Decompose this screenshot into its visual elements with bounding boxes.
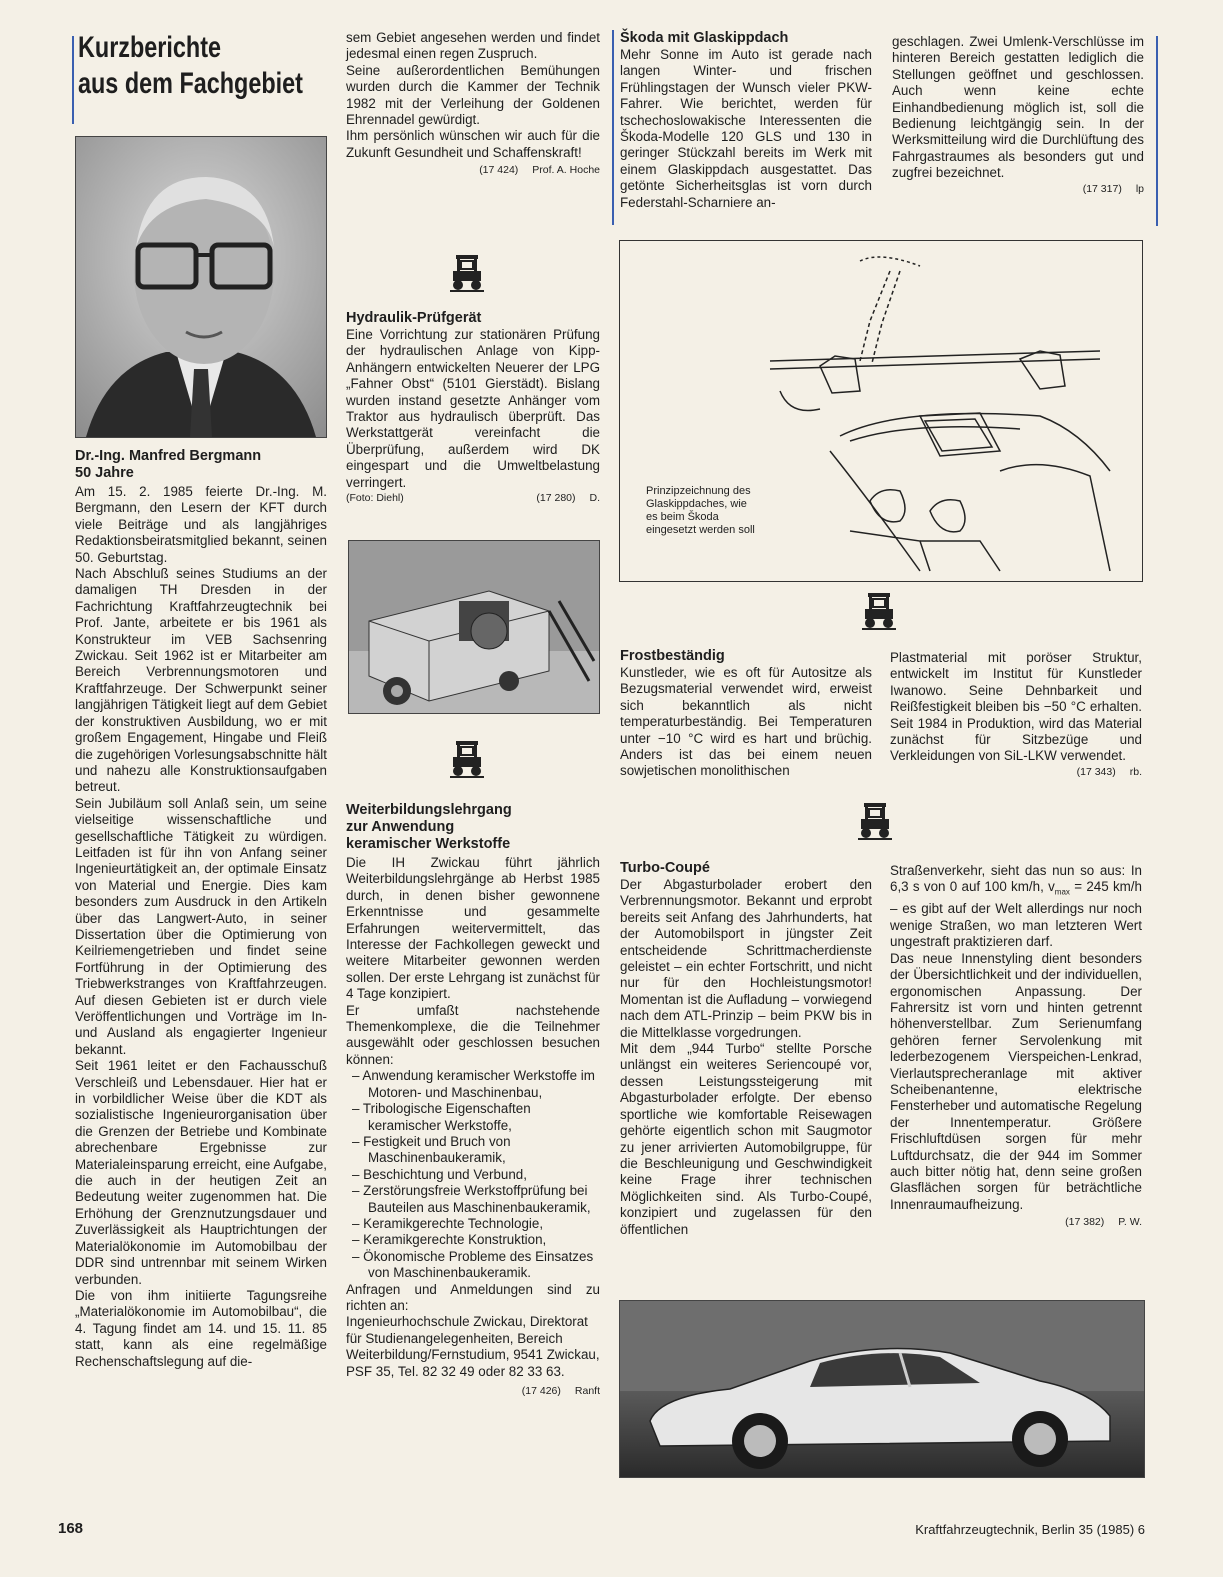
- list-item: – Tribologische Eigenschaften keramischer Werkstoffe,: [352, 1101, 531, 1133]
- turbo-p3b: = 245 km/h – es gibt auf der Welt allerdings nur noch wenige Straßen, wo man letzteren Wert ungestraft praktizieren darf.: [890, 879, 1142, 950]
- frost-p1: Kunstleder, wie es oft für Autositze als Bezugsmaterial verwendet wird, erweist sich bekanntlich als nicht temperaturbeständig. Bei Temperaturen unter −10 °C wird es hart und brüchig. Anders ist das bei einem neuen sowjetischen monolithischen: [620, 665, 872, 779]
- car-icon: [862, 590, 896, 632]
- weiterbildung-title-3: keramischer Werkstoffe: [346, 836, 511, 852]
- porsche-photo: [619, 1300, 1145, 1478]
- list-item: – Zerstörungsfreie Werkstoffprüfung bei Bauteilen aus Maschinenbaukeramik,: [352, 1183, 591, 1215]
- bergmann-cont-p3: Ihm persönlich wünschen wir auch für die Zukunft Gesundheit und Schaffenskraft!: [346, 128, 600, 160]
- bergmann-p2: Nach Abschluß seines Studiums an der damaligen TH Dresden in der Fachrichtung Kraftfahrzeugtechnik bei Prof. Jante, arbeitete er bis 1961 als Konstrukteur im VEB Sachsenring Zwickau. Seit 1962 ist er Mitarbeiter am Bereich Verbrennungsmotoren und Kraftfahrzeuge. Der Schwerpunkt seiner langjährigen Tätigkeit liegt auf dem Gebiet der konstruktiven Ausbildung, wo er mit großem Engagement, Hingabe und Fleiß die zugehörigen Vorlesungsabschnitte hält und nahezu alle Konstruktionsaufgaben betreut.: [75, 566, 327, 795]
- article-turbo: [620, 860, 872, 1238]
- skoda-drawing-frame: [619, 240, 1143, 582]
- hydraulik-p1: Eine Vorrichtung zur stationären Prüfung der hydraulischen Anlage von Kipp-Anhängern entwickelten Neuerer der LPG „Fahner Obst“ (5101 Gierstädt). Bislang wurden instand gesetzte Anhänger vom Traktor aus hydraulisch überprüft. Das Werkstattgerät vereinfacht die Überprüfung, außerdem wird DK eingespart und die Umweltbelastung verringert.: [346, 327, 600, 490]
- skoda-rule-right: [1156, 36, 1158, 226]
- frost-reference: [890, 765, 1142, 779]
- weiterbildung-title-2: zur Anwendung: [346, 819, 455, 835]
- turbo-p3: [890, 863, 1142, 951]
- list-item: – Ökonomische Probleme des Einsatzes von Maschinenbaukeramik.: [352, 1248, 594, 1281]
- masthead: [78, 30, 338, 102]
- bergmann-reference: [346, 163, 600, 177]
- turbo-p2: Mit dem „944 Turbo“ stellte Porsche unlängst ein weiteres Seriencoupé vor, dessen Leistungssteigerung mit Abgasturbolader erfolgte. Der ebenso sportliche wie komfortable Reisewagen gehörte eigentlich schon mit Saugmotor zu jener arrivierten Automobilgruppe, für die Beschleunigung und Geschwindigkeit keine Frage ihrer technischen Möglichkeiten sind. Als Turbo-Coupé, konzipiert und zugelassen für den öffentlichen: [620, 1041, 872, 1237]
- turbo-p4: Das neue Innenstyling dient besonders der Übersichtlichkeit und der individuellen, ergonomischen Anpassung. Der Fahrersitz ist vorn und hinten getrennt höhenverstellbar. Zum Serienumfang gehören ferner Servolenkung mit lederbezogenem Vierspeichen-Lenkrad, Vierlautsprecheranlage mit aktiver Scheibenantenne, elektrische Fensterheber und automatische Regelung der Innentemperatur. Größere Frischluftdüsen sorgen für mehr Luftdurchsatz, die der 944 im Sommer auch bitter nötig hat, denn seine großen Glasflächen sorgen für beträchtliche Innenraumaufheizung.: [890, 950, 1142, 1212]
- skoda-drawing-caption: Prinzipzeichnung des Glaskippdaches, wie es beim Škoda eingesetzt werden soll: [646, 485, 755, 536]
- article-turbo-continued: [890, 863, 1142, 1229]
- portrait-photo: [75, 136, 327, 438]
- skoda-ref-author: lp: [1135, 182, 1144, 195]
- hydraulik-ref-number: (17 280): [536, 492, 576, 505]
- portrait-illustration: [76, 137, 326, 437]
- bergmann-cont-p2: Seine außerordentlichen Bemühungen wurden durch die Kammer der Technik 1982 mit der Verleihung der Goldenen Ehrennadel gewürdigt.: [346, 62, 600, 128]
- frost-ref-number: (17 343): [1076, 765, 1116, 778]
- list-item: – Festigkeit und Bruch von Maschinenbaukeramik,: [352, 1133, 511, 1166]
- list-item: – Beschichtung und Verbund,: [352, 1166, 527, 1182]
- bergmann-p3: Sein Jubiläum soll Anlaß sein, um seine vielseitige wissenschaftliche und gesellschaftliche Tätigkeit zu würdigen. Leitfaden ist für ihn von Anfang seiner Ingenieurtätigkeit an, der optimale Einsatz von Material und Energie. Dies kam besonders zum Ausdruck in den Artikeln über das Langwert-Auto, in seiner Dissertation über die Optimierung von Keilriemengetrieben und findet seine Fortführung in der Optimierung des Triebwerkstranges von Kraftfahrzeugen. Auf diesen Gebieten ist er durch viele Veröffentlichungen und Vorträge im In- und Ausland als engagierter Ingenieur bekannt.: [75, 795, 327, 1057]
- masthead-rule: [72, 36, 74, 124]
- frost-ref-author: rb.: [1129, 765, 1142, 778]
- list-item: – Anwendung keramischer Werkstoffe im Motoren- und Maschinenbau,: [352, 1068, 595, 1100]
- car-icon: [450, 252, 484, 294]
- frost-p2: Plastmaterial mit poröser Struktur, entwickelt im Institut für Kunstleder Iwanowo. Seine Dehnbarkeit und Reißfestigkeit bleiben bis −50 °C erhalten. Seit 1984 in Produktion, wird das Material zunächst für Sitzbezüge und Verkleidungen von SiL-LKW verwendet.: [890, 650, 1142, 764]
- weiterbildung-p3: Anfragen und Anmeldungen sind zu richten an:: [346, 1281, 600, 1313]
- weiterbildung-title-1: Weiterbildungslehrgang: [346, 802, 512, 818]
- weiterbildung-p2: Er umfaßt nachstehende Themenkomplexe, die die Teilnehmer ausgewählt oder geschlossen besuchen können:: [346, 1002, 600, 1067]
- list-item: – Keramikgerechte Technologie,: [352, 1215, 544, 1231]
- weiterbildung-p4: Ingenieurhochschule Zwickau, Direktorat für Studienangelegenheiten, Bereich Weiterbildung/Fernstudium, 9541 Zwickau, PSF 35, Tel. 82 32 49 oder 82 33 63.: [346, 1314, 600, 1379]
- hydraulik-reference: [346, 491, 600, 505]
- bergmann-subtitle: 50 Jahre: [75, 465, 134, 481]
- bergmann-cont-p1: sem Gebiet angesehen werden und findet jedesmal einen regen Zuspruch.: [346, 30, 600, 62]
- hydraulik-photo-credit: (Foto: Diehl): [346, 492, 404, 505]
- bergmann-p5: Die von ihm initiierte Tagungsreihe „Materialökonomie im Automobilbau“, die 4. Tagung findet am 14. und 15. 11. 85 statt, kann als eine regelmäßige Rechenschaftslegung auf die-: [75, 1287, 327, 1369]
- skoda-ref-number: (17 317): [1082, 182, 1122, 195]
- weiterbildung-ref-author: Ranft: [574, 1385, 600, 1397]
- vmax-subscript: max: [1054, 888, 1070, 898]
- weiterbildung-ref-number: (17 426): [521, 1385, 561, 1397]
- article-bergmann-continued: [346, 30, 600, 177]
- bergmann-p4: Seit 1961 leitet er den Fachausschuß Verschleiß und Lebensdauer. Hier hat er in vorbildlicher Weise über die KDT als sozialistische Ingenieurorganisation über die Grenzen der Betriebe und Kombinate abrechenbare Ergebnisse zur Materialeinsparung erreicht, eine Aufgabe, die auch in der heutigen Zeit an Bedeutung weiter zugenommen hat. Die Erhöhung der Grenznutzungsdauer und Zuverlässigkeit als Hauptrichtungen der Materialökonomie im Automobilbau der DDR sind untrennbar mit seinem Wirken verbunden.: [75, 1058, 327, 1287]
- article-weiterbildung: [346, 802, 600, 1398]
- skoda-rule: [612, 30, 614, 225]
- weiterbildung-topics: [346, 1068, 600, 1281]
- article-frost-continued: [890, 650, 1142, 779]
- weiterbildung-reference: [346, 1384, 600, 1398]
- test-device-illustration: [349, 541, 599, 713]
- turbo-p3a: Straßenverkehr, sieht das nun so aus: In 6,3 s von 0 auf 100 km/h,: [890, 863, 1142, 895]
- page-number: 168: [58, 1520, 84, 1537]
- masthead-line1: Kurzberichte: [78, 31, 222, 64]
- skoda-title: Škoda mit Glaskippdach: [620, 30, 789, 46]
- article-bergmann: [75, 448, 327, 1370]
- list-item: – Keramikgerechte Konstruktion,: [352, 1232, 547, 1248]
- turbo-title: Turbo-Coupé: [620, 860, 710, 876]
- article-frost: [620, 648, 872, 780]
- car-icon: [450, 738, 484, 780]
- turbo-p1: Der Abgasturbolader erobert den Verbrennungsmotor. Bekannt und erprobt bereits seit Anfang des Jahrhunderts, hat der Automobilsport in jüngster Zeit entscheidende Schrittmacherdienste geleistet – ein echter Fortschritt, und nicht nur für den Hochleistungsmotor! Momentan ist die Aufladung – vorwiegend nach dem ATL-Prinzip – beim PKW bis in die Mittelklasse vorgedrungen.: [620, 877, 872, 1040]
- journal-reference: Kraftfahrzeugtechnik, Berlin 35 (1985) 6: [915, 1522, 1145, 1537]
- turbo-ref-author: P. W.: [1118, 1216, 1142, 1229]
- hydraulik-title: Hydraulik-Prüfgerät: [346, 310, 482, 326]
- bergmann-ref-author: Prof. A. Hoche: [532, 164, 600, 177]
- bergmann-ref-number: (17 424): [479, 164, 519, 177]
- weiterbildung-p1: Die IH Zwickau führt jährlich Weiterbildungslehrgänge ab Herbst 1985 durch, in denen bisher gewonnene Erkenntnisse und gesammelte Erfahrungen weitervermittelt, das Interesse der Fachkollegen geweckt und weitere Mitarbeiter gewonnen werden sollen. Der erste Lehrgang ist zunächst für 4 Tage konzipiert.: [346, 855, 600, 1002]
- article-skoda-continued: [892, 34, 1144, 196]
- masthead-line2: aus dem Fachgebiet: [78, 67, 303, 100]
- bergmann-title: Dr.-Ing. Manfred Bergmann: [75, 448, 262, 464]
- porsche-illustration: [620, 1301, 1144, 1477]
- skoda-reference: [892, 182, 1144, 196]
- vmax-symbol: v: [1048, 879, 1055, 895]
- article-hydraulik: [346, 310, 600, 505]
- turbo-ref-number: (17 382): [1065, 1216, 1105, 1229]
- turbo-reference: [890, 1215, 1142, 1229]
- skoda-p2: geschlagen. Zwei Umlenk-Verschlüsse im hinteren Bereich gestatten lediglich die Stellungen geöffnet und geschlossen. Auch wenn keine echte Einhandbedienung möglich ist, soll die Bedienung leichtgängig sein. In der Werksmitteilung wird die Durchlüftung des Fahrgastraumes als besonders gut und zugfrei bezeichnet.: [892, 34, 1144, 181]
- skoda-p1: Mehr Sonne im Auto ist gerade nach langen Winter- und frischen Frühlingstagen der Wunsch vieler PKW-Fahrer. Wie berichtet, werden für tschechoslowakische Interessenten die Škoda-Modelle 120 GLS und 130 in geringer Stückzahl bereits im Werk mit einem Glaskippdach ausgestattet. Das getönte Sicherheitsglas ist vorn durch Federstahl-Scharniere an-: [620, 47, 872, 210]
- hydraulik-ref-author: D.: [589, 492, 600, 505]
- article-skoda: [620, 30, 872, 211]
- frost-title: Frostbeständig: [620, 648, 725, 664]
- hydraulik-photo: [348, 540, 600, 714]
- car-icon: [858, 800, 892, 842]
- bergmann-p1: Am 15. 2. 1985 feierte Dr.-Ing. M. Bergmann, den Lesern der KFT durch viele Beiträge und als langjähriges Redaktionsbeiratsmitglied bekannt, seinen 50. Geburtstag.: [75, 484, 327, 565]
